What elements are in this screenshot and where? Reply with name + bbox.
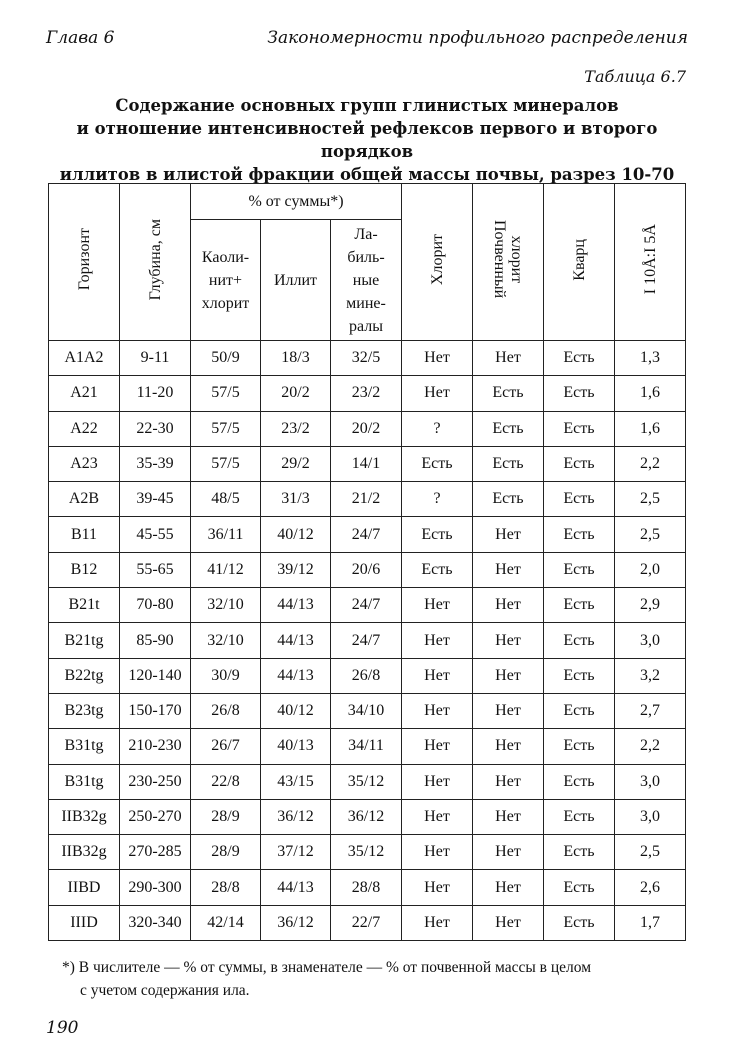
table-cell: Есть: [473, 376, 544, 411]
table-cell: 85-90: [120, 623, 191, 658]
table-row: [49, 376, 686, 411]
table-cell: 20/2: [261, 376, 331, 411]
table-cell: 35/12: [331, 764, 402, 799]
table-cell: ?: [402, 482, 473, 517]
table-body: [49, 341, 686, 941]
table-cell: Нет: [402, 658, 473, 693]
table-cell: 2,2: [615, 446, 686, 481]
table-row: [49, 729, 686, 764]
table-cell: 28/9: [191, 799, 261, 834]
table-cell: 3,2: [615, 658, 686, 693]
header-illite: Иллит: [261, 220, 331, 341]
table-cell: Нет: [473, 835, 544, 870]
table-cell: B23tg: [49, 693, 120, 728]
table-cell: 22-30: [120, 411, 191, 446]
table-cell: Нет: [473, 764, 544, 799]
table-cell: Есть: [544, 693, 615, 728]
table-cell: 35/12: [331, 835, 402, 870]
table-cell: Нет: [473, 341, 544, 376]
table-cell: 44/13: [261, 870, 331, 905]
table-cell: Нет: [402, 835, 473, 870]
table-cell: IIB32g: [49, 799, 120, 834]
table-cell: Есть: [544, 799, 615, 834]
table-cell: 44/13: [261, 623, 331, 658]
table-cell: 36/12: [261, 905, 331, 940]
table-row: [49, 446, 686, 481]
table-cell: 18/3: [261, 341, 331, 376]
table-row: [49, 658, 686, 693]
minerals-table: [48, 183, 686, 941]
table-cell: 20/6: [331, 552, 402, 587]
table-cell: 55-65: [120, 552, 191, 587]
table-cell: Есть: [544, 446, 615, 481]
table-cell: 36/12: [261, 799, 331, 834]
table-cell: 22/7: [331, 905, 402, 940]
table-cell: Есть: [544, 623, 615, 658]
table-row: [49, 517, 686, 552]
chapter-label: Глава 6: [46, 28, 115, 48]
table-cell: B21tg: [49, 623, 120, 658]
table-cell: Нет: [473, 799, 544, 834]
table-cell: IIB32g: [49, 835, 120, 870]
table-cell: 3,0: [615, 799, 686, 834]
header-depth: Глубина, см: [120, 184, 191, 341]
table-cell: Есть: [473, 482, 544, 517]
table-cell: 2,2: [615, 729, 686, 764]
table-cell: Есть: [544, 411, 615, 446]
table-cell: Нет: [473, 588, 544, 623]
table-cell: Есть: [544, 482, 615, 517]
table-cell: 26/8: [191, 693, 261, 728]
caption-line: и отношение интенсивностей рефлексов первого и второго порядков: [76, 119, 658, 161]
table-cell: Нет: [402, 376, 473, 411]
table-cell: 1,3: [615, 341, 686, 376]
table-cell: 2,7: [615, 693, 686, 728]
table-cell: 1,7: [615, 905, 686, 940]
table-cell: 3,0: [615, 623, 686, 658]
table-cell: 1,6: [615, 411, 686, 446]
table-cell: Есть: [402, 446, 473, 481]
table-cell: 40/12: [261, 693, 331, 728]
table-cell: Нет: [402, 693, 473, 728]
table-cell: 2,5: [615, 835, 686, 870]
table-cell: 40/13: [261, 729, 331, 764]
table-cell: 11-20: [120, 376, 191, 411]
table-label: Таблица 6.7: [584, 67, 686, 86]
table-cell: 210-230: [120, 729, 191, 764]
table-cell: 28/8: [191, 870, 261, 905]
table-row: [49, 552, 686, 587]
table-cell: Нет: [402, 905, 473, 940]
table-cell: 57/5: [191, 376, 261, 411]
table-cell: 230-250: [120, 764, 191, 799]
table-cell: 24/7: [331, 517, 402, 552]
table-cell: 57/5: [191, 446, 261, 481]
table-cell: 29/2: [261, 446, 331, 481]
table-cell: 32/10: [191, 623, 261, 658]
table-row: [49, 799, 686, 834]
table-cell: A1A2: [49, 341, 120, 376]
table-cell: 23/2: [331, 376, 402, 411]
table-cell: A22: [49, 411, 120, 446]
table-cell: Нет: [402, 729, 473, 764]
table-row: [49, 588, 686, 623]
table-cell: 36/11: [191, 517, 261, 552]
table-cell: Нет: [473, 658, 544, 693]
table-cell: B31tg: [49, 764, 120, 799]
table-cell: 50/9: [191, 341, 261, 376]
table-cell: 32/5: [331, 341, 402, 376]
table-cell: 270-285: [120, 835, 191, 870]
table-cell: Нет: [402, 588, 473, 623]
table-cell: 24/7: [331, 588, 402, 623]
table-row: [49, 341, 686, 376]
table-cell: 21/2: [331, 482, 402, 517]
table-cell: 2,5: [615, 482, 686, 517]
table-cell: 44/13: [261, 588, 331, 623]
table-cell: Есть: [473, 411, 544, 446]
table-cell: Нет: [473, 905, 544, 940]
table-cell: 57/5: [191, 411, 261, 446]
table-cell: 42/14: [191, 905, 261, 940]
table-cell: 20/2: [331, 411, 402, 446]
table-row: [49, 905, 686, 940]
table-cell: Есть: [402, 517, 473, 552]
table-cell: Есть: [402, 552, 473, 587]
table-cell: 28/8: [331, 870, 402, 905]
table-cell: Есть: [544, 517, 615, 552]
table-cell: IIBD: [49, 870, 120, 905]
footnote: [62, 956, 694, 1002]
table-cell: Есть: [473, 446, 544, 481]
header-horizon: Горизонт: [49, 184, 120, 341]
table-cell: 30/9: [191, 658, 261, 693]
table-row: [49, 764, 686, 799]
table-cell: 43/15: [261, 764, 331, 799]
table-cell: Нет: [402, 870, 473, 905]
table-cell: 150-170: [120, 693, 191, 728]
table-cell: IIID: [49, 905, 120, 940]
caption-line: иллитов в илистой фракции общей массы почвы, разрез 10-70: [59, 165, 675, 184]
table-cell: Есть: [544, 588, 615, 623]
table-cell: 35-39: [120, 446, 191, 481]
table-cell: 45-55: [120, 517, 191, 552]
table-cell: 39/12: [261, 552, 331, 587]
table-caption: [40, 94, 694, 186]
table-cell: Нет: [402, 341, 473, 376]
section-title: Закономерности профильного распределения: [267, 28, 688, 48]
table-cell: 32/10: [191, 588, 261, 623]
table-cell: B31tg: [49, 729, 120, 764]
table-cell: 120-140: [120, 658, 191, 693]
table-cell: Нет: [473, 517, 544, 552]
table-cell: 26/8: [331, 658, 402, 693]
table-cell: 36/12: [331, 799, 402, 834]
header-ratio: I 10Å:I 5Å: [615, 184, 686, 341]
table-cell: Есть: [544, 764, 615, 799]
table-cell: Есть: [544, 658, 615, 693]
table-cell: 2,6: [615, 870, 686, 905]
table-cell: 1,6: [615, 376, 686, 411]
table-row: [49, 693, 686, 728]
table-cell: 24/7: [331, 623, 402, 658]
table-cell: 70-80: [120, 588, 191, 623]
table-cell: 290-300: [120, 870, 191, 905]
table-cell: 22/8: [191, 764, 261, 799]
table-row: [49, 482, 686, 517]
table-cell: 9-11: [120, 341, 191, 376]
table-cell: Есть: [544, 835, 615, 870]
table-cell: 23/2: [261, 411, 331, 446]
table-row: [49, 623, 686, 658]
table-cell: A21: [49, 376, 120, 411]
table-cell: 39-45: [120, 482, 191, 517]
table-cell: 2,9: [615, 588, 686, 623]
caption-line: Содержание основных групп глинистых минералов: [115, 96, 619, 115]
table-cell: Есть: [544, 729, 615, 764]
table-cell: Нет: [473, 870, 544, 905]
table-cell: ?: [402, 411, 473, 446]
table-row: [49, 835, 686, 870]
header-soil-chlorite: Почвенный хлорит: [473, 184, 544, 341]
table-cell: 28/9: [191, 835, 261, 870]
table-cell: A2B: [49, 482, 120, 517]
page-number: 190: [46, 1018, 79, 1038]
table-cell: Есть: [544, 870, 615, 905]
table-cell: 48/5: [191, 482, 261, 517]
table-cell: Нет: [473, 693, 544, 728]
table-cell: Нет: [402, 799, 473, 834]
table-cell: 41/12: [191, 552, 261, 587]
table-cell: 37/12: [261, 835, 331, 870]
table-cell: 44/13: [261, 658, 331, 693]
table-cell: Нет: [402, 623, 473, 658]
table-cell: Есть: [544, 552, 615, 587]
table-cell: 31/3: [261, 482, 331, 517]
header-chlorite: Хлорит: [402, 184, 473, 341]
table-cell: Нет: [473, 552, 544, 587]
header-quartz: Кварц: [544, 184, 615, 341]
table-cell: 3,0: [615, 764, 686, 799]
table-cell: B12: [49, 552, 120, 587]
table-cell: Нет: [473, 729, 544, 764]
table-cell: 2,5: [615, 517, 686, 552]
table-cell: 34/10: [331, 693, 402, 728]
table-cell: 320-340: [120, 905, 191, 940]
table-cell: 40/12: [261, 517, 331, 552]
table-cell: 2,0: [615, 552, 686, 587]
table-row: [49, 870, 686, 905]
table-cell: B11: [49, 517, 120, 552]
table-cell: 14/1: [331, 446, 402, 481]
footnote-line: *) В числителе — % от суммы, в знаменателе — % от почвенной массы в целом: [62, 959, 592, 976]
table-cell: B21t: [49, 588, 120, 623]
header-labile: Ла- биль- ные мине- ралы: [331, 220, 402, 341]
footnote-line: с учетом содержания ила.: [80, 982, 250, 999]
table-cell: Есть: [544, 341, 615, 376]
table-cell: Есть: [544, 905, 615, 940]
table-row: [49, 411, 686, 446]
table-cell: B22tg: [49, 658, 120, 693]
table-cell: Есть: [544, 376, 615, 411]
table-cell: 26/7: [191, 729, 261, 764]
table-cell: 250-270: [120, 799, 191, 834]
table-cell: 34/11: [331, 729, 402, 764]
header-percent-group: % от суммы*): [191, 184, 402, 220]
table-cell: A23: [49, 446, 120, 481]
table-cell: Нет: [402, 764, 473, 799]
header-kaolinite: Каоли- нит+ хлорит: [191, 220, 261, 341]
table-cell: Нет: [473, 623, 544, 658]
